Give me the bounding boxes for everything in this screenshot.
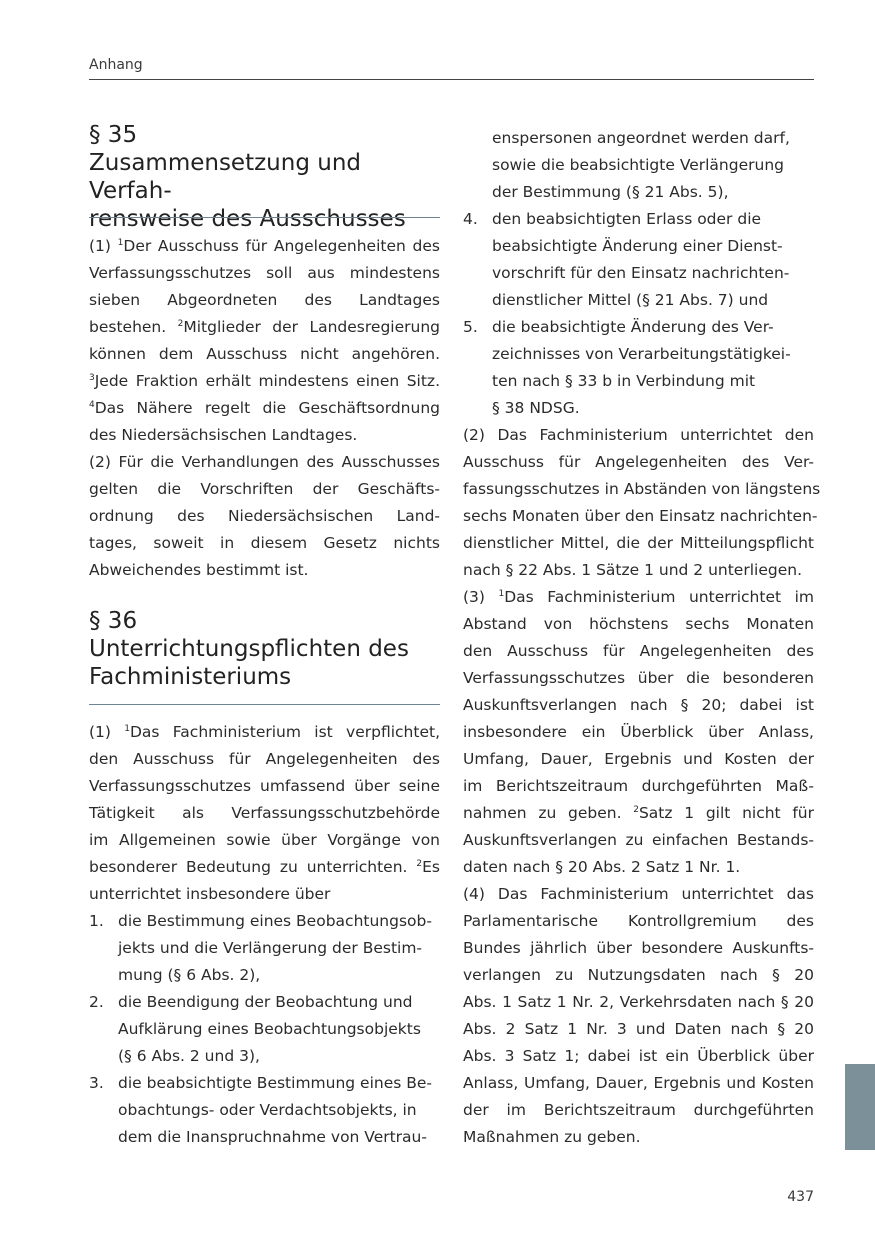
s35-paragraph-1: (1) $^1$Der Ausschuss für Angelegenheiten des Verfassungsschutzes soll aus mindestens sieben Abgeordneten des Landtages bestehen. $^2$Mitglieder der Landesregierung können dem Ausschuss nicht angehören. $^3$Jede Fraktion erhält mindestens einen Sitz. $^4$Das Nähere regelt die Geschäftsordnung des Niedersächsischen Landtages. (89, 237, 440, 444)
section-36-number: § 36 (89, 608, 138, 634)
s36-paragraph-2: (2) Das Fachministerium unterrichtet den Ausschuss für Angelegenheiten des Ver- fassungsschutzes in Abständen von längstens sechs Monaten über den Einsatz nachrichten- dienstlicher Mittel, die der Mitteilungspflicht nach § 22 Abs. 1 Sätze 1 und 2 unterliegen. (463, 426, 821, 579)
s36-paragraph-4: (4) Das Fachministerium unterrichtet das Parlamentarische Kontrollgremium des Bundes jährlich über besondere Auskunfts- verlangen zu Nutzungsdaten nach § 20 Abs. 1 Satz 1 Nr. 2, Verkehrsdaten nach § 20 Abs. 2 Satz 1 Nr. 3 und Daten nach § 20 Abs. 3 Satz 1; dabei ist ein Überblick über Anlass, Umfang, Dauer, Ergebnis und Kosten der im Berichtszeitraum durchgeführten Maßnahmen zu geben. (463, 885, 814, 1146)
s36-list-left (89, 908, 440, 1151)
section-35-rule (89, 217, 440, 218)
list-item: 1. die Bestimmung eines Beobachtungsob- jekts und die Verlängerung der Bestim- mung (§ 6 Abs. 2), (89, 912, 432, 984)
section-35-body (89, 233, 440, 584)
list-item-continuation: enspersonen angeordnet werden darf, sowie die beabsichtigte Verlängerung der Bestimmung (§ 21 Abs. 5), (492, 129, 790, 201)
list-item: 5. die beabsichtigte Änderung des Ver- zeichnisses von Verarbeitungstätigkei- ten nach § 33 b in Verbindung mit § 38 NDSG. (463, 318, 791, 417)
section-36-heading (89, 607, 440, 691)
section-36-title-line: Fachministeriums (89, 664, 292, 690)
header-rule (89, 79, 814, 80)
list-item: 4. den beabsichtigten Erlass oder die beabsichtigte Änderung einer Dienst- vorschrift für den Einsatz nachrichten- dienstlicher Mittel (§ 21 Abs. 7) und (463, 210, 790, 309)
thumb-index-tab (845, 1064, 875, 1150)
running-head: Anhang (89, 57, 143, 73)
s36-paragraph-1: (1) $^1$Das Fachministerium ist verpflichtet, den Ausschuss für Angelegenheiten des Verfassungsschutzes umfassend über seine Tätigkeit als Verfassungsschutzbehörde im Allgemeinen sowie über Vorgänge von besonderer Bedeutung zu unterrichten. $^2$Es unterrichtet insbesondere über (89, 723, 440, 903)
list-item: 3. die beabsichtigte Bestimmung eines Be- obachtungs- oder Verdachtsobjekts, in dem die Inanspruchnahme von Vertrau- (89, 1074, 433, 1146)
section-36-body-left (89, 719, 440, 1151)
page-number: 437 (787, 1189, 814, 1205)
section-35-title-line: Zusammensetzung und Verfah- (89, 150, 361, 204)
section-36-title-line: Unterrichtungspflichten des (89, 636, 409, 662)
section-35-title-line: rensweise des Ausschusses (89, 206, 406, 232)
s35-paragraph-2: (2) Für die Verhandlungen des Ausschusses gelten die Vorschriften der Geschäfts- ordnung des Niedersächsischen Land- tages, soweit in diesem Gesetz nichts Abweichendes bestimmt ist. (89, 453, 440, 579)
section-36-rule (89, 704, 440, 705)
section-36-body-right (463, 125, 821, 1151)
list-item: 2. die Beendigung der Beobachtung und Aufklärung eines Beobachtungsobjekts (§ 6 Abs. 2 und 3), (89, 993, 421, 1065)
section-35-number: § 35 (89, 122, 138, 148)
s36-paragraph-3: (3) $^1$Das Fachministerium unterrichtet im Abstand von höchstens sechs Monaten den Ausschuss für Angelegenheiten des Verfassungsschutzes über die besonderen Auskunftsverlangen nach § 20; dabei ist insbesondere ein Überblick über Anlass, Umfang, Dauer, Ergebnis und Kosten der im Berichtszeitraum durchgeführten Maß- nahmen zu geben. $^2$Satz 1 gilt nicht für Auskunftsverlangen zu einfachen Bestands- daten nach § 20 Abs. 2 Satz 1 Nr. 1. (463, 588, 814, 876)
